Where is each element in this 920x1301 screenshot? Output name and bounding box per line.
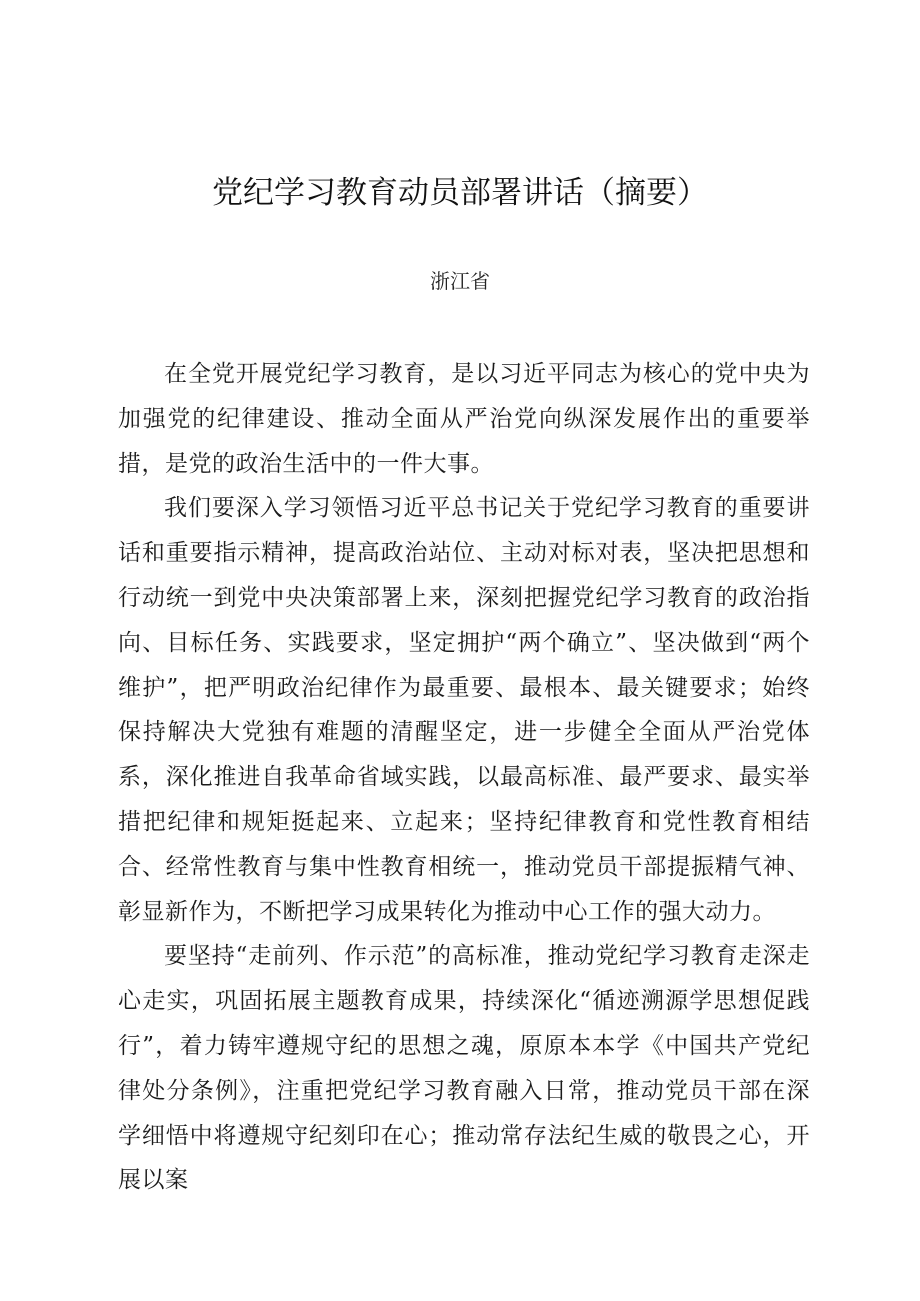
document-author: 浙江省 bbox=[430, 269, 490, 293]
body-paragraph: 在全党开展党纪学习教育，是以习近平同志为核心的党中央为加强党的纪律建设、推动全面从严治党向纵深发展作出的重要举措，是党的政治生活中的一件大事。 bbox=[118, 361, 810, 477]
body-paragraph: 我们要深入学习领悟习近平总书记关于党纪学习教育的重要讲话和重要指示精神，提高政治站位、主动对标对表，坚决把思想和行动统一到党中央决策部署上来，深刻把握党纪学习教育的政治指向、目标任务、实践要求，坚定拥护“两个确立”、坚决做到“两个维护”，把严明政治纪律作为最重要、最根本、最关键要求；始终保持解决大党独有难题的清醒坚定，进一步健全全面从严治党体系，深化推进自我革命省域实践，以最高标准、最严要求、最实举措把纪律和规矩挺起来、立起来；坚持纪律教育和党性教育相结合、经常性教育与集中性教育相统一，推动党员干部提振精气神、彰显新作为，不断把学习成果转化为推动中心工作的强大动力。 bbox=[118, 495, 810, 925]
document-title: 党纪学习教育动员部署讲话（摘要） bbox=[212, 175, 708, 211]
document-body bbox=[118, 352, 810, 1203]
body-paragraph: 要坚持“走前列、作示范”的高标准，推动党纪学习教育走深走心走实，巩固拓展主题教育成果，持续深化“循迹溯源学思想促践行”，着力铸牢遵规守纪的思想之魂，原原本本学《中国共产党纪律处分条例》，注重把党纪学习教育融入日常，推动党员干部在深学细悟中将遵规守纪刻印在心；推动常存法纪生威的敬畏之心，开展以案 bbox=[118, 943, 810, 1194]
